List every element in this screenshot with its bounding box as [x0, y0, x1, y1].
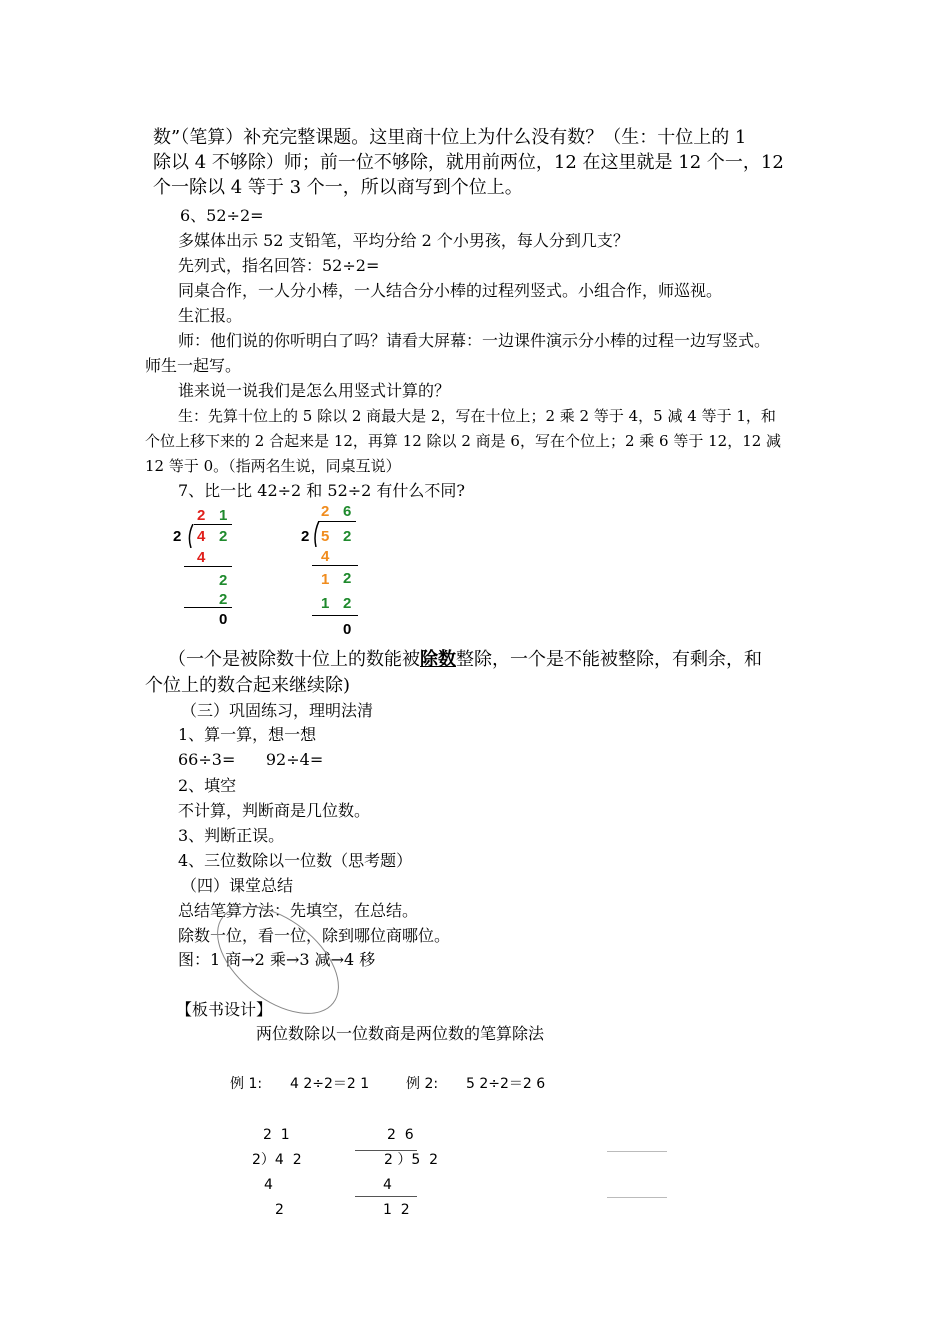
item6-line-5a: 师：他们说的你听明白了吗？请看大屏幕：一边课件演示分小棒的过程一边写竖式。 [178, 331, 771, 350]
calc-1-product: 4 [264, 1177, 273, 1193]
example-1-label: 例 1: [230, 1076, 263, 1092]
para-line-1: 数”（笔算）补充完整课题。这里商十位上为什么没有数？（生：十位上的 1 [153, 127, 747, 148]
quotient-ones: 6 [343, 503, 352, 520]
board-title: 两位数除以一位数商是两位数的笔算除法 [256, 1024, 545, 1043]
summary-line-2: 除数一位，看一位，除到哪位商哪位。 [178, 926, 451, 945]
calc-1-quotient: 2 1 [263, 1127, 290, 1143]
item6-line-4: 生汇报。 [178, 306, 243, 325]
division-bar [194, 524, 232, 525]
item7-title: 7、比一比 42÷2 和 52÷2 有什么不同? [178, 481, 465, 500]
remainder-1: 2 [219, 572, 228, 589]
conclusion-underlined: 除数 [420, 649, 456, 670]
quotient-tens: 2 [321, 503, 330, 520]
para-line-2: 除以 4 不够除）师；前一位不够除，就用前两位，12 在这里就是 12 个一，12 [153, 152, 784, 173]
example-2-equation: 5 2÷2＝2 6 [466, 1076, 546, 1092]
conclusion-pre: （一个是被除数十位上的数能被 [168, 649, 420, 670]
quotient-tens: 2 [197, 507, 206, 524]
item6-line-1: 多媒体出示 52 支铅笔，平均分给 2 个小男孩，每人分到几支？ [178, 231, 629, 250]
exercise-1-calc: 66÷3= 92÷4= [178, 750, 324, 769]
item6-line-6: 谁来说一说我们是怎么用竖式计算的？ [178, 381, 451, 400]
item6-line-7c: 12 等于 0。（指两名生说，同桌互说） [145, 457, 401, 475]
calc-1-divisor-row: 2）4 2 [252, 1152, 302, 1168]
product-1: 4 [321, 548, 330, 565]
dividend-ones: 2 [219, 528, 228, 545]
dividend-tens: 4 [197, 528, 206, 545]
blank-line-2 [607, 1197, 667, 1198]
item6-line-2: 先列式，指名回答：52÷2= [178, 256, 380, 275]
item6-line-7a: 生：先算十位上的 5 除以 2 商最大是 2，写在十位上；2 乘 2 等于 4，5 减 4 等于 1，和 [178, 407, 776, 425]
board-heading: 【板书设计】 [176, 1000, 273, 1019]
product-2-ones: 2 [343, 595, 352, 612]
example-1-equation: 4 2÷2＝2 1 [290, 1076, 370, 1092]
summary-line-3: 图：1 商→2 乘→3 减→4 移 [178, 950, 376, 969]
conclusion-line-2: 个位上的数合起来继续除) [145, 675, 351, 696]
calc-2-subtraction-line [355, 1196, 417, 1197]
quotient-ones: 1 [219, 507, 228, 524]
conclusion-post: 整除，一个是不能被整除，有剩余，和 [456, 649, 762, 670]
product-2-tens: 1 [321, 595, 330, 612]
calc-2-product: 4 [383, 1177, 392, 1193]
calc-1-remainder: 2 [275, 1202, 284, 1218]
conclusion-line-1 [168, 650, 762, 670]
summary-line-1: 总结笔算方法：先填空，在总结。 [178, 901, 419, 920]
remainder-1-tens: 1 [321, 571, 330, 588]
final-remainder: 0 [343, 621, 352, 638]
dividend-ones: 2 [343, 528, 352, 545]
item6-line-7b: 个位上移下来的 2 合起来是 12，再算 12 除以 2 商是 6，写在个位上；2 乘 6 等于 12，12 减 [145, 432, 782, 450]
item6-line-3: 同桌合作，一人分小棒，一人结合分小棒的过程列竖式。小组合作，师巡视。 [178, 281, 723, 300]
subtraction-line-1 [312, 565, 358, 566]
item6-line-5b: 师生一起写。 [145, 356, 242, 375]
dividend-tens: 5 [321, 528, 330, 545]
product-2: 2 [219, 591, 228, 608]
divisor: 2 [173, 528, 182, 545]
item6-title: 6、52÷2= [180, 206, 264, 225]
product-1: 4 [197, 549, 206, 566]
exercise-2: 2、填空 [178, 776, 237, 795]
subtraction-line-1 [184, 566, 232, 567]
division-bracket [184, 524, 196, 548]
subtraction-line-2 [312, 615, 358, 616]
exercise-4: 4、三位数除以一位数（思考题） [178, 851, 413, 870]
remainder-1-ones: 2 [343, 570, 352, 587]
exercise-3: 3、判断正误。 [178, 826, 285, 845]
exercise-2-desc: 不计算，判断商是几位数。 [178, 801, 371, 820]
exercise-1: 1、算一算，想一想 [178, 725, 317, 744]
blank-line-1 [607, 1151, 667, 1152]
example-2-label: 例 2: [406, 1076, 439, 1092]
division-bar [318, 521, 356, 522]
section3-title: （三）巩固练习，理明法清 [181, 701, 374, 720]
divisor: 2 [301, 528, 310, 545]
calc-2-divisor-row: 2 ）5 2 [384, 1152, 439, 1168]
para-line-3: 个一除以 4 等于 3 个一，所以商写到个位上。 [153, 177, 523, 198]
subtraction-line-2 [184, 607, 232, 608]
calc-2-remainder: 1 2 [383, 1202, 410, 1218]
calc-2-quotient: 2 6 [387, 1127, 414, 1143]
final-remainder: 0 [219, 611, 228, 628]
section4-title: （四）课堂总结 [181, 876, 294, 895]
